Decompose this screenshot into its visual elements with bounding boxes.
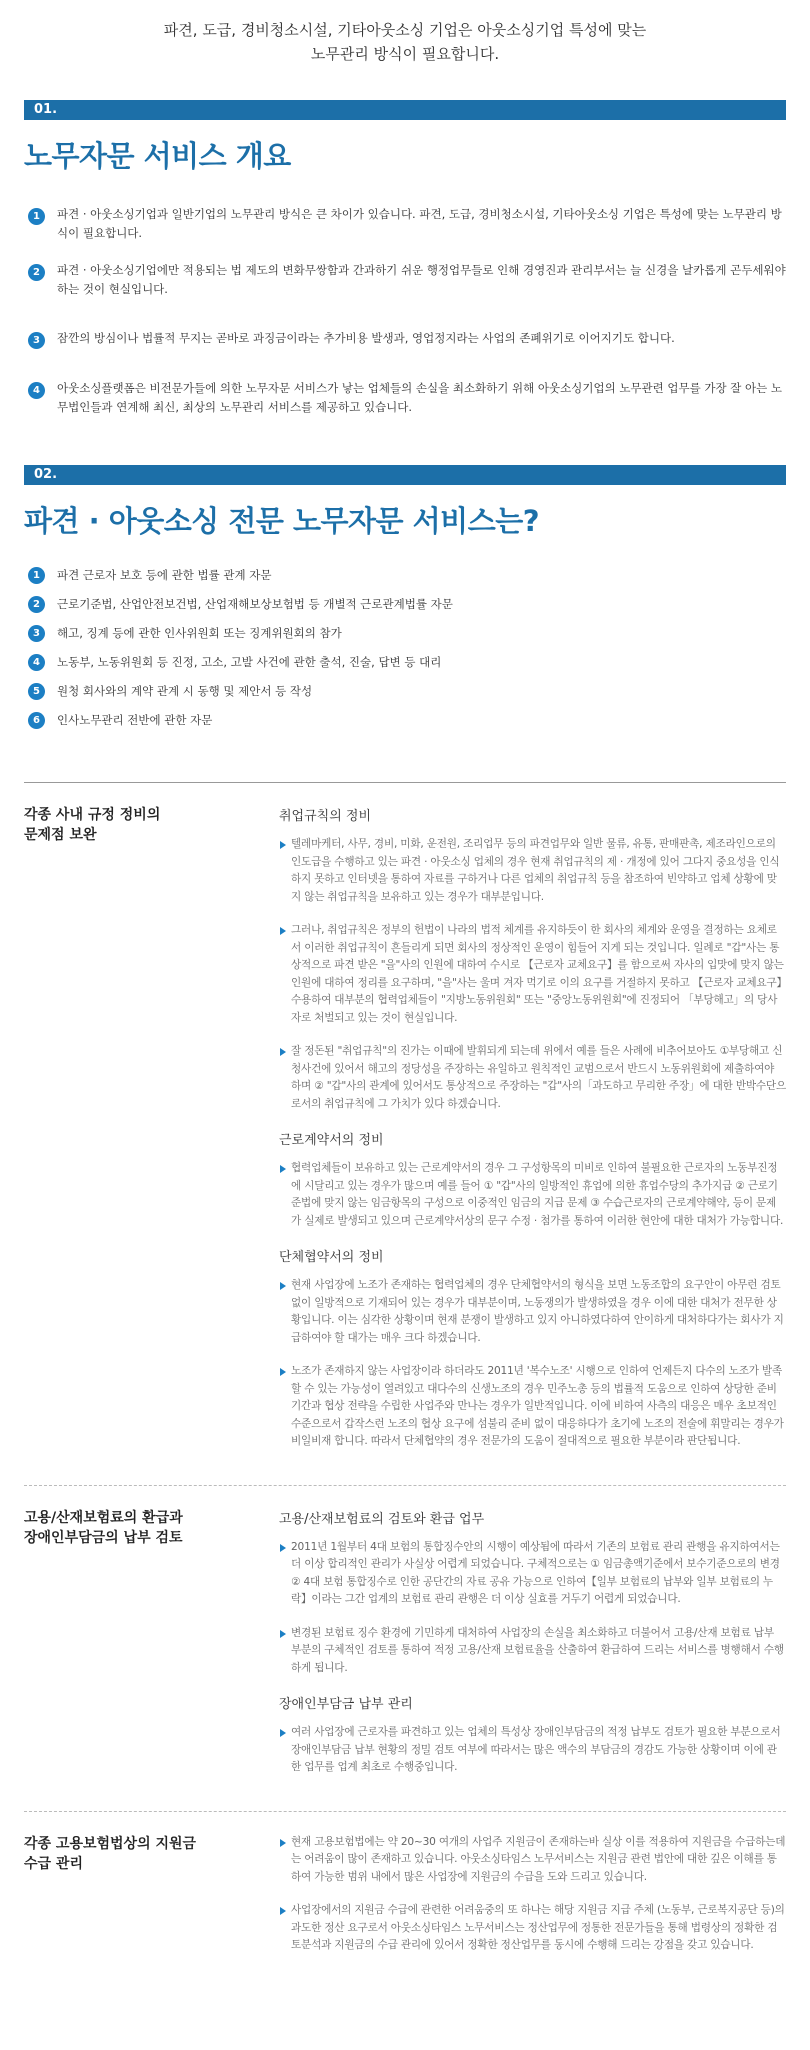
detail-heading-line-1: 고용/산재보험료의 환급과 [24, 1509, 183, 1526]
bullet-item: 협력업체들이 보유하고 있는 근로계약서의 경우 그 구성항목의 미비로 인하여 불필요한 근로자의 노동부진정에 시달리고 있는 경우가 많으며 예를 들어 ① "갑"사의 일방적인 휴업에 의한 휴업수당의 추가지급 ② 근로기준법에 맞지 않는 임금항목의 구성으로 이중적인 임금의 지급 문제 ③ 수습근로자의 근로계약해약, 등이 문제가 실제로 발생되고 있으며 근로계약서상의 문구 수정 · 첨가를 통하여 이러한 현안에 대한 대처가 가능합니다. [279, 1160, 786, 1230]
detail-heading [24, 1504, 279, 1793]
section-2-title: 파견 · 아웃소싱 전문 노무자문 서비스는? [24, 504, 540, 538]
list-item-text: 잠깐의 방심이나 법률적 무지는 곧바로 과징금이라는 추가비용 발생과, 영업정지라는 사업의 존폐위기로 이어지기도 합니다. [57, 331, 675, 345]
detail-heading-line-1: 각종 사내 규정 정비의 [24, 807, 161, 823]
bullet-list [279, 1160, 786, 1230]
bullet-item: 사업장에서의 지원금 수급에 관련한 어려움중의 또 하나는 해당 지원금 지급 주체 (노동부, 근로복지공단 등)의 과도한 정산 요구로서 아웃소싱타임스 노무서비스는 정산업무에 정통한 전문가들을 통해 법령상의 정확한 검토분석과 지원금의 수급 관리에 있어서 정확한 정산업무를 동시에 수행해 드리는 강점을 갖고 있습니다. [279, 1902, 786, 1955]
list-item [28, 682, 786, 701]
number-badge: 3 [28, 625, 45, 642]
list-item [28, 205, 786, 243]
bullet-item: 잘 정돈된 "취업규칙"의 진가는 이때에 발휘되게 되는데 위에서 예를 들은 사례에 비추어보아도 ①부당해고 신청사건에 있어서 해고의 정당성을 주장하는 유일하고 원칙적인 교범으로서 반드시 노동위원회에 제출하여야 하며 ② "갑"사의 관계에 있어서도 통상적으로 주장하는 "갑"사의「과도하고 무리한 주장」에 대한 반박수단으로서의 취업규칙에 그 가치가 있다 하겠습니다. [279, 1043, 786, 1113]
section-1-title: 노무자문 서비스 개요 [24, 139, 291, 173]
detail-table [24, 782, 786, 1989]
section-2-number-bar: 02. [24, 465, 786, 485]
number-badge: 1 [28, 208, 45, 225]
list-item [28, 566, 786, 585]
detail-subtitle: 취업규칙의 정비 [279, 809, 372, 824]
intro-line-1: 파견, 도급, 경비청소시설, 기타아웃소싱 기업은 아웃소싱기업 특성에 맞는 [163, 21, 647, 39]
number-badge: 2 [28, 264, 45, 281]
detail-row-regulations [24, 783, 786, 1486]
list-item-text: 파견 · 아웃소싱기업에만 적용되는 법 제도의 변화무쌍함과 간과하기 쉬운 행정업무들로 인해 경영진과 관리부서는 늘 신경을 날카롭게 곤두세워야 하는 것이 현실입니다. [57, 263, 786, 296]
bullet-list [279, 1539, 786, 1678]
bullet-item: 텔레마케터, 사무, 경비, 미화, 운전원, 조리업무 등의 파견업무와 일반 물류, 유통, 판매판촉, 제조라인으로의 인도급을 수행하고 있는 파견 · 아웃소싱 업체의 경우 현재 취업규칙의 제 · 개정에 있어 그다지 중요성을 인식하지 못하고 인터넷을 통하여 자료를 구하거나 다른 업체의 취업규칙 등을 참조하여 빈약하고 업체 상황에 맞지 않는 취업규칙을 보유하고 있는 경우가 대부분입니다. [279, 836, 786, 906]
list-item-text: 근로기준법, 산업안전보건법, 산업재해보상보험법 등 개별적 근로관계법률 자문 [57, 597, 453, 611]
detail-heading-line-2: 수급 관리 [24, 1855, 83, 1872]
detail-subtitle: 단체협약서의 정비 [279, 1250, 384, 1265]
intro [0, 0, 810, 70]
detail-subtitle: 장애인부담금 납부 관리 [279, 1697, 413, 1712]
number-badge: 4 [28, 654, 45, 671]
detail-heading-line-1: 각종 고용보험법상의 지원금 [24, 1835, 197, 1852]
list-item [28, 329, 786, 349]
section-2-list [28, 566, 786, 730]
intro-line-2: 노무관리 방식이 필요합니다. [310, 45, 500, 63]
list-item-text: 노동부, 노동위원회 등 진정, 고소, 고발 사건에 관한 출석, 진술, 답변 등 대리 [57, 655, 442, 669]
list-item [28, 711, 786, 730]
list-item-text: 해고, 징계 등에 관한 인사위원회 또는 징계위원회의 참가 [57, 626, 342, 640]
bullet-item: 변경된 보험료 징수 환경에 기민하게 대처하여 사업장의 손실을 최소화하고 더불어서 고용/산재 보험료 납부 부분의 구체적인 검토를 통하여 적정 고용/산재 보험료율을 산출하여 환급하여 드리는 서비스를 병행해서 수행하게 됩니다. [279, 1625, 786, 1678]
detail-content [279, 1830, 786, 1971]
section-1-list [28, 205, 786, 417]
bullet-item: 2011년 1월부터 4대 보험의 통합징수안의 시행이 예상됨에 따라서 기존의 보험료 관리 관행을 유지하여서는 더 이상 합리적인 관리가 사실상 어렵게 되었습니다. 구체적으로는 ① 임금총액기준에서 보수기준으로의 변경 ② 4대 보험 통합징수로 인한 공단간의 자료 공유 가능으로 인하여【일부 보험료의 납부와 일부 보험료의 누락】이라는 그간 업계의 보험료 관리 관행은 더 이상 실효를 거두기 어렵게 되었습니다. [279, 1539, 786, 1609]
list-item-text: 원청 회사와의 계약 관계 시 동행 및 제안서 등 작성 [57, 684, 313, 698]
list-item-text: 파견 · 아웃소싱기업과 일반기업의 노무관리 방식은 큰 차이가 있습니다. 파견, 도급, 경비청소시설, 기타아웃소싱 기업은 특성에 맞는 노무관리 방식이 필요합니다. [57, 207, 782, 240]
bullet-item: 여러 사업장에 근로자를 파견하고 있는 업체의 특성상 장애인부담금의 적정 납부도 검토가 필요한 부분으로서 장애인부담금 납부 현황의 정밀 검토 여부에 따라서는 많은 액수의 부담금의 경감도 가능한 상황이며 이에 관한 업무를 업계 최초로 수행중입니다. [279, 1724, 786, 1777]
bullet-item: 현재 사업장에 노조가 존재하는 협력업체의 경우 단체협약서의 형식을 보면 노동조합의 요구안이 아무런 검토 없이 일방적으로 기재되어 있는 경우가 대부분이며, 노동쟁의가 발생하였을 경우 이에 대한 대처가 전무한 상황입니다. 이는 심각한 상황이며 현재 분쟁이 발생하고 있지 아니하였다하여 안이하게 대처하다가는 회사가 지급하여야 할 대가는 매우 크다 하겠습니다. [279, 1277, 786, 1347]
list-item-text: 파견 근로자 보호 등에 관한 법률 관계 자문 [57, 568, 272, 582]
bullet-list [279, 1834, 786, 1955]
bullet-list [279, 836, 786, 1113]
number-badge: 1 [28, 567, 45, 584]
bullet-item: 노조가 존재하지 않는 사업장이라 하더라도 2011년 '복수노조' 시행으로 인하여 언제든지 다수의 노조가 발족할 수 있는 가능성이 열려있고 대다수의 신생노조의 경우 민주노총 등의 법률적 도움으로 인하여 상당한 준비 기간과 협상 전략을 수립한 사업주와 만나는 경우가 일반적입니다. 이에 비하여 사측의 대응은 매우 초보적인 수준으로서 갑작스런 노조의 협상 요구에 섬불리 준비 없이 대응하다가 초기에 노조의 전술에 휘말리는 경우가 비일비재 합니다. 따라서 단체협약의 경우 전문가의 도움이 절대적으로 필요한 부분이라 판단됩니다. [279, 1363, 786, 1451]
detail-heading-line-2: 장애인부담금의 납부 검토 [24, 1529, 183, 1546]
detail-content [279, 801, 786, 1467]
number-badge: 5 [28, 683, 45, 700]
detail-row-subsidy [24, 1812, 786, 1989]
list-item [28, 653, 786, 672]
list-item [28, 624, 786, 643]
detail-content [279, 1504, 786, 1793]
section-1-number-bar: 01. [24, 100, 786, 120]
list-item [28, 261, 786, 299]
bullet-item: 그러나, 취업규칙은 정부의 헌법이 나라의 법적 체계를 유지하듯이 한 회사의 체계와 운영을 결정하는 요체로서 이러한 취업규칙이 흔들리게 되면 회사의 정상적인 운영이 힘들어 지게 되는 것입니다. 일례로 "갑"사는 통상적으로 파견 받은 "을"사의 인원에 대하여 수시로 【근로자 교체요구】를 함으로써 자사의 입맛에 맞지 않는 인원에 대하여 정리를 요구하며, "을"사는 울며 겨자 먹기로 이의 요구를 거절하지 못하고 【근로자 교체요구】수용하여 대부분의 협력업체들이 "지방노동위원회" 또는 "중앙노동위원회"에 진정되어 「부당해고」의 당사자로 처벌되고 있는 것이 현실입니다. [279, 922, 786, 1027]
bullet-item: 현재 고용보험법에는 약 20~30 여개의 사업주 지원금이 존재하는바 실상 이를 적용하여 지원금을 수급하는데는 어려움이 많이 존재하고 있습니다. 아웃소싱타임스 노무서비스는 지원금 관련 법안에 대한 깊은 이해를 통하여 가능한 범위 내에서 많은 사업장에 지원금의 수급을 도와 드리고 있습니다. [279, 1834, 786, 1887]
number-badge: 4 [28, 382, 45, 399]
detail-subtitle: 고용/산재보험료의 검토와 환급 업무 [279, 1511, 485, 1527]
list-item-text: 인사노무관리 전반에 관한 자문 [57, 713, 213, 727]
bullet-list [279, 1724, 786, 1777]
list-item-text: 아웃소싱플랫폼은 비전문가들에 의한 노무자문 서비스가 낳는 업체들의 손실을 최소화하기 위해 아웃소싱기업의 노무관련 업무를 가장 잘 아는 노무법인들과 연계해 최신, 최상의 노무관리 서비스를 제공하고 있습니다. [57, 381, 783, 414]
number-badge: 2 [28, 596, 45, 613]
detail-subtitle: 근로계약서의 정비 [279, 1133, 384, 1148]
list-item [28, 595, 786, 614]
detail-heading [24, 801, 279, 1467]
detail-heading-line-2: 문제점 보완 [24, 827, 97, 843]
number-badge: 6 [28, 712, 45, 729]
bullet-list [279, 1277, 786, 1451]
detail-heading [24, 1830, 279, 1971]
number-badge: 3 [28, 332, 45, 349]
list-item [28, 379, 786, 417]
detail-row-insurance [24, 1486, 786, 1812]
